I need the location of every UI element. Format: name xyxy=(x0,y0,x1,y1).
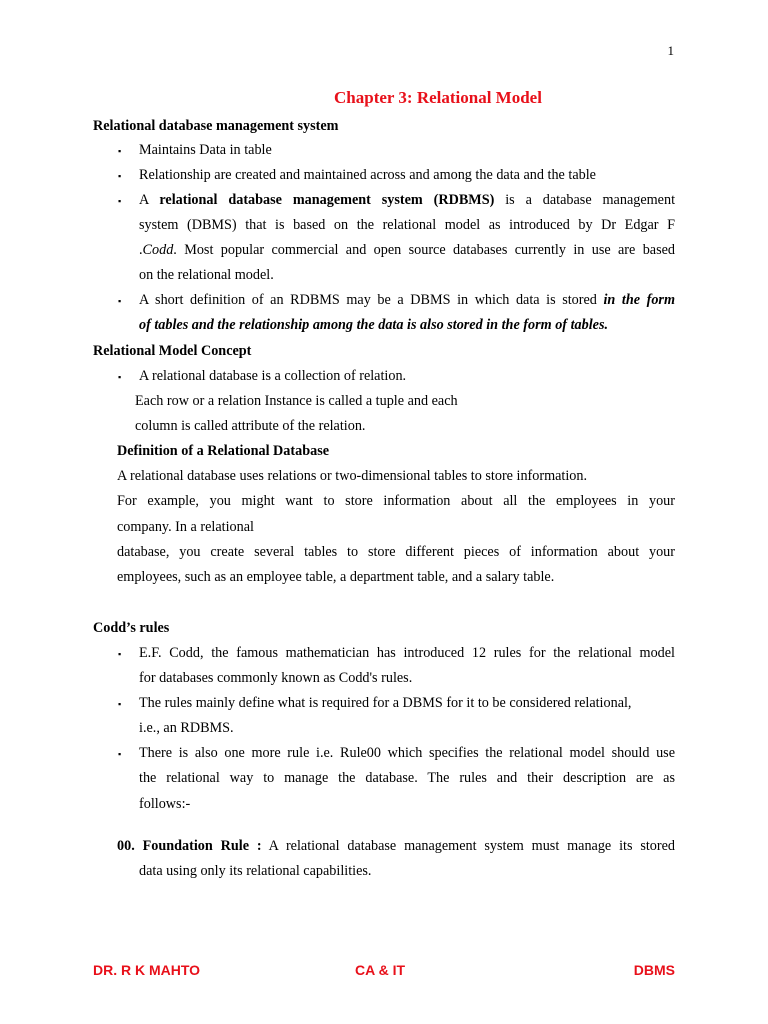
footer-author: DR. R K MAHTO xyxy=(93,962,201,978)
paragraph-line: database, you create several tables to store different pieces of information about your xyxy=(117,544,675,560)
list-item-continuation: of tables and the relationship among the data is also stored in the form of tables. xyxy=(139,317,609,333)
body-text: Each row or a relation Instance is called a tuple and each xyxy=(135,393,458,409)
rule-00-line: 00. Foundation Rule : A relational database management system must manage its stored xyxy=(117,838,676,854)
paragraph-line: For example, you might want to store information about all the employees in your xyxy=(117,493,675,509)
list-item-continuation: i.e., an RDBMS. xyxy=(139,720,234,736)
list-item: A short definition of an RDBMS may be a DBMS in which data is stored in the form xyxy=(139,292,675,308)
list-item-continuation: on the relational model. xyxy=(139,267,274,283)
section-heading-codds-rules: Codd’s rules xyxy=(93,620,170,636)
footer-subject: DBMS xyxy=(633,962,675,978)
paragraph-line: A relational database uses relations or two-dimensional tables to store information. xyxy=(117,468,588,484)
bullet-icon: ▪ xyxy=(118,196,122,206)
list-item: The rules mainly define what is required for a DBMS for it to be considered relational, xyxy=(139,695,632,711)
list-item-continuation: the relational way to manage the database. The rules and their description are as xyxy=(139,770,675,786)
body-text: column is called attribute of the relation. xyxy=(135,418,366,434)
list-item: There is also one more rule i.e. Rule00 which specifies the relational model should use xyxy=(139,745,675,761)
bullet-icon: ▪ xyxy=(118,372,122,382)
bullet-icon: ▪ xyxy=(118,146,122,156)
bullet-icon: ▪ xyxy=(118,749,122,759)
chapter-title: Chapter 3: Relational Model xyxy=(334,88,542,107)
list-item-continuation: follows:- xyxy=(139,796,191,812)
footer-department: CA & IT xyxy=(355,962,406,978)
subheading-definition: Definition of a Relational Database xyxy=(117,443,330,459)
section-heading-model-concept: Relational Model Concept xyxy=(93,343,252,359)
list-item-continuation: for databases commonly known as Codd's rules. xyxy=(139,670,413,686)
bullet-icon: ▪ xyxy=(118,171,122,181)
list-item-continuation: .Codd. Most popular commercial and open source databases currently in use are based xyxy=(139,242,675,258)
bullet-icon: ▪ xyxy=(118,296,122,306)
list-item: A relational database management system (RDBMS) is a database management xyxy=(139,192,676,208)
bullet-icon: ▪ xyxy=(118,649,122,659)
bullet-icon: ▪ xyxy=(118,699,122,709)
list-item: E.F. Codd, the famous mathematician has introduced 12 rules for the relational model xyxy=(139,645,675,661)
section-heading-rdbms: Relational database management system xyxy=(93,118,339,134)
rule-00-label: 00. Foundation Rule : xyxy=(117,838,262,854)
rule-00-continuation: data using only its relational capabilities. xyxy=(139,863,372,879)
paragraph-line: company. In a relational xyxy=(117,519,254,535)
list-item: A relational database is a collection of relation. xyxy=(139,368,407,384)
page-number: 1 xyxy=(667,43,674,58)
list-item: Relationship are created and maintained across and among the data and the table xyxy=(139,167,596,183)
list-item-continuation: system (DBMS) that is based on the relational model as introduced by Dr Edgar F xyxy=(139,217,675,233)
paragraph-line: employees, such as an employee table, a department table, and a salary table. xyxy=(117,569,555,585)
list-item: Maintains Data in table xyxy=(139,142,272,158)
